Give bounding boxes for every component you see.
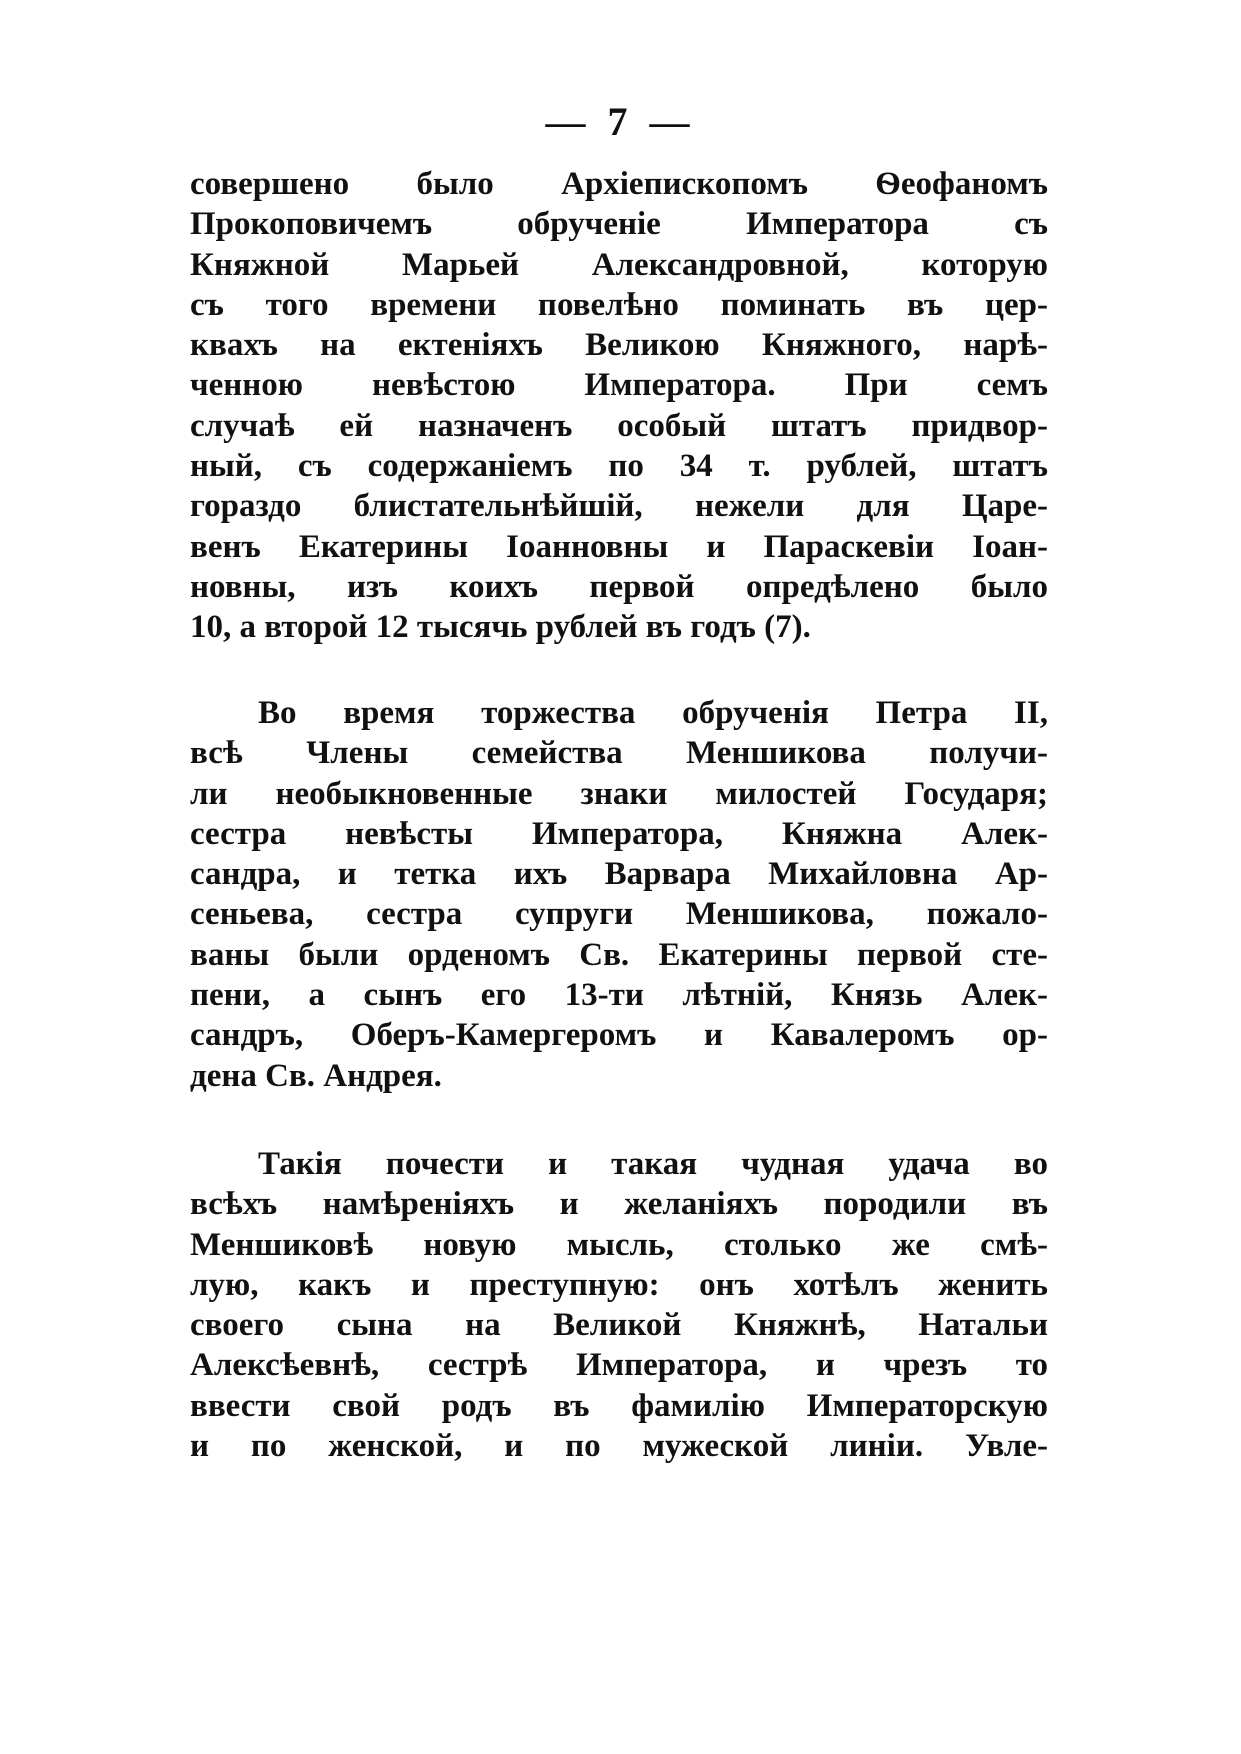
text-line: Во время торжества обрученія Петра II, bbox=[258, 695, 1048, 731]
text-line: сестра невѣсты Императора, Княжна Алек- bbox=[190, 815, 1048, 852]
text-line: венъ Екатерины Іоанновны и Параскевіи Іоан- bbox=[190, 528, 1048, 565]
text-line: всѣ Члены семейства Меншикова получи- bbox=[190, 735, 1048, 772]
page-number: — 7 — bbox=[545, 99, 696, 144]
text-line: ченною невѣстою Императора. При семъ bbox=[190, 367, 1048, 404]
text-line: ный, съ содержаніемъ по 34 т. рублей, штатъ bbox=[190, 448, 1048, 485]
text-line: новны, изъ коихъ первой опредѣлено было bbox=[190, 568, 1048, 605]
text-line: случаѣ ей назначенъ особый штатъ придвор- bbox=[190, 407, 1048, 444]
text-line: совершено было Архіепископомъ Ѳеофаномъ bbox=[190, 166, 1048, 202]
text-line: всѣхъ намѣреніяхъ и желаніяхъ породили въ bbox=[190, 1186, 1048, 1223]
text-line: Меншиковѣ новую мысль, столько же смѣ- bbox=[190, 1226, 1048, 1263]
text-line: Такія почести и такая чудная удача во bbox=[258, 1146, 1048, 1182]
text-line: и по женской, и по мужеской линіи. Увле- bbox=[190, 1428, 1048, 1465]
text-line: ввести свой родъ въ фамилію Императорскую bbox=[190, 1387, 1048, 1424]
text-line: дена Св. Андрея. bbox=[190, 1057, 442, 1094]
paragraph-2 bbox=[190, 693, 1048, 1096]
text-line: пени, а сынъ его 13-ти лѣтній, Князь Алек- bbox=[190, 977, 1048, 1014]
text-line: съ того времени повелѣно поминать въ цер- bbox=[190, 286, 1048, 323]
text-line: гораздо блистательнѣйшій, нежели для Царе- bbox=[190, 488, 1048, 525]
text-line: Алексѣевнѣ, сестрѣ Императора, и чрезъ то bbox=[190, 1347, 1048, 1384]
text-line: 10, а второй 12 тысячь рублей въ годъ (7). bbox=[190, 609, 811, 646]
text-line: Прокоповичемъ обрученіе Императора съ bbox=[190, 206, 1048, 243]
text-line: ваны были орденомъ Св. Екатерины первой сте- bbox=[190, 936, 1048, 973]
paragraph-1 bbox=[190, 164, 1048, 648]
text-line: ли необыкновенные знаки милостей Государя; bbox=[190, 775, 1048, 812]
text-line: квахъ на ектеніяхъ Великою Княжного, нарѣ- bbox=[190, 327, 1048, 364]
paragraph-3 bbox=[190, 1144, 1048, 1466]
text-line: своего сына на Великой Княжнѣ, Натальи bbox=[190, 1307, 1048, 1344]
text-line: лую, какъ и преступную: онъ хотѣлъ женить bbox=[190, 1266, 1048, 1303]
text-line: сандра, и тетка ихъ Варвара Михайловна Ар- bbox=[190, 856, 1048, 893]
text-line: Княжной Марьей Александровной, которую bbox=[190, 246, 1048, 283]
text-line: сандръ, Оберъ-Камергеромъ и Кавалеромъ ор- bbox=[190, 1017, 1048, 1054]
text-line: сеньева, сестра супруги Меншикова, пожало- bbox=[190, 896, 1048, 933]
